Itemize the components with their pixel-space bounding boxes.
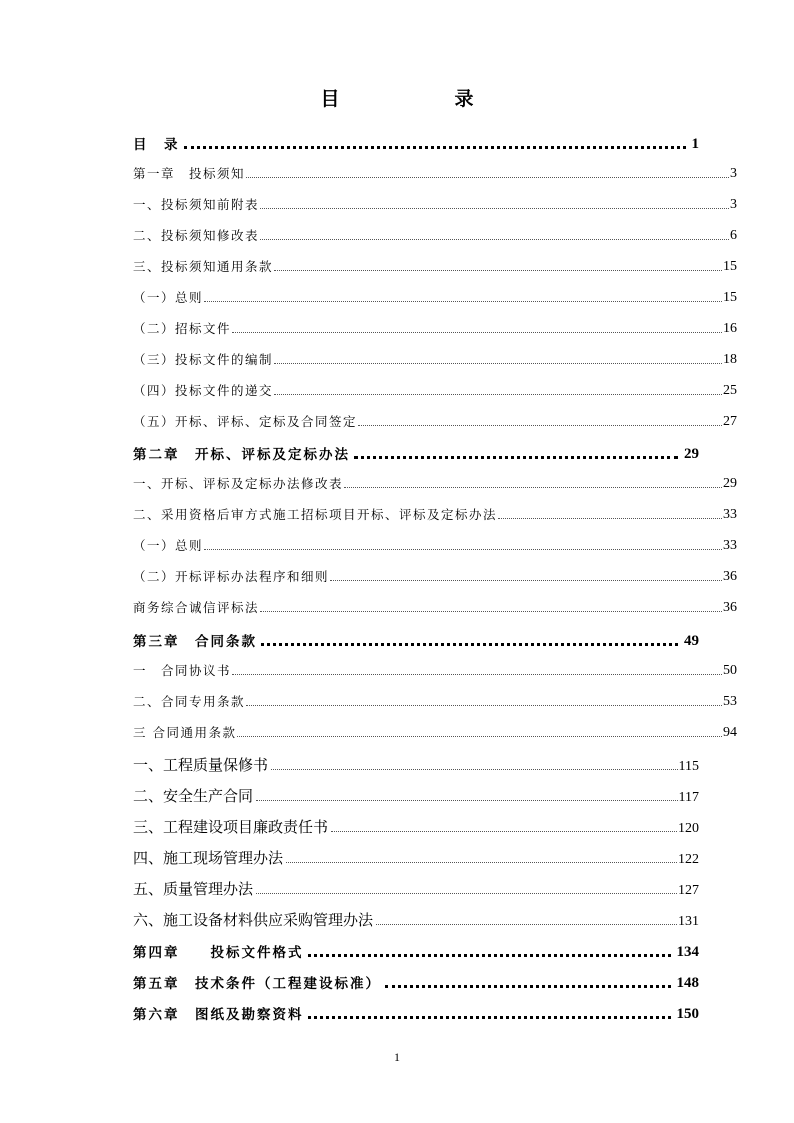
toc-entry[interactable]	[133, 534, 737, 554]
toc-entry-label: （二）开标评标办法程序和细则	[133, 569, 330, 584]
toc-leader-dots	[498, 514, 722, 519]
toc-entry[interactable]	[133, 348, 737, 368]
toc-entry-label: 三 合同通用条款	[133, 725, 237, 740]
toc-entry-page: 36	[723, 569, 737, 584]
toc-entry-label: 一、工程质量保修书	[133, 756, 269, 774]
toc-entry-page: 120	[678, 821, 699, 836]
toc-entry-label: 一、投标须知前附表	[133, 197, 260, 212]
toc-entry-label: 第一章 投标须知	[133, 166, 246, 181]
toc-entry[interactable]	[133, 784, 699, 806]
toc-entry-label: 第四章 投标文件格式	[133, 945, 304, 961]
toc-entry[interactable]	[133, 877, 699, 899]
page-number: 1	[394, 1050, 400, 1064]
toc-leader-dots	[204, 297, 722, 302]
toc-leader-dots	[260, 607, 722, 612]
toc-entry-page: 1	[691, 136, 699, 152]
toc-entry[interactable]	[133, 162, 737, 182]
toc-leader-dots	[308, 950, 671, 957]
toc-entry[interactable]	[133, 815, 699, 837]
toc-leader-dots	[237, 732, 722, 737]
toc-leader-dots	[308, 1012, 671, 1019]
toc-entry-page: 3	[730, 166, 737, 181]
toc-entry-label: 二、安全生产合同	[133, 787, 254, 805]
toc-entry[interactable]	[133, 565, 737, 585]
toc-entry-label: （一）总则	[133, 290, 204, 305]
toc-entry-page: 15	[723, 290, 737, 305]
toc-entry[interactable]	[133, 317, 737, 337]
toc-entry[interactable]	[133, 908, 699, 930]
toc-entry-label: 目 录	[133, 137, 180, 153]
toc-entry-page: 18	[723, 352, 737, 367]
toc-leader-dots	[274, 390, 722, 395]
toc-entry-page: 150	[676, 1006, 699, 1022]
toc-entry-label: 二、投标须知修改表	[133, 228, 260, 243]
toc-leader-dots	[232, 328, 722, 333]
toc-entry[interactable]	[133, 255, 737, 275]
toc-leader-dots	[232, 670, 722, 675]
toc-entry-label: （二）招标文件	[133, 321, 232, 336]
toc-leader-dots	[261, 639, 678, 646]
toc-entry[interactable]	[133, 193, 737, 213]
toc-entry-label: （五）开标、评标、定标及合同签定	[133, 414, 358, 429]
toc-entry-label: 二、合同专用条款	[133, 694, 246, 709]
toc-entry-page: 29	[723, 476, 737, 491]
toc-entry[interactable]	[133, 472, 737, 492]
toc-entry-label: 五、质量管理办法	[133, 880, 254, 898]
toc-entry-page: 25	[723, 383, 737, 398]
toc-entry-page: 117	[678, 790, 699, 805]
toc-entry-page: 53	[723, 694, 737, 709]
toc-leader-dots	[331, 827, 677, 832]
toc-entry-label: 第三章 合同条款	[133, 634, 257, 650]
toc-entry-label: 四、施工现场管理办法	[133, 849, 284, 867]
toc-entry-page: 50	[723, 663, 737, 678]
toc-entry-label: 三、工程建设项目廉政责任书	[133, 818, 329, 836]
toc-entry[interactable]	[133, 690, 737, 710]
toc-entry[interactable]	[133, 224, 737, 244]
toc-entry[interactable]	[133, 721, 737, 741]
toc-entry-page: 49	[684, 633, 699, 649]
toc-entry-label: 第二章 开标、评标及定标办法	[133, 447, 350, 463]
toc-entry-page: 115	[678, 759, 699, 774]
toc-leader-dots	[256, 796, 678, 801]
toc-entry[interactable]	[133, 379, 737, 399]
toc-entry[interactable]	[133, 1001, 699, 1023]
toc-entry[interactable]	[133, 753, 699, 775]
toc-leader-dots	[246, 173, 729, 178]
toc-leader-dots	[204, 545, 722, 550]
toc-entry-page: 3	[730, 197, 737, 212]
toc-leader-dots	[260, 235, 729, 240]
toc-leader-dots	[286, 858, 677, 863]
toc-entry-label: 三、投标须知通用条款	[133, 259, 274, 274]
toc-entry-page: 122	[678, 852, 699, 867]
toc-entry-page: 134	[676, 944, 699, 960]
toc-entry-label: （四）投标文件的递交	[133, 383, 274, 398]
toc-entry-label: 一、开标、评标及定标办法修改表	[133, 476, 344, 491]
toc-leader-dots	[271, 765, 678, 770]
toc-entry-page: 127	[678, 883, 699, 898]
toc-entry-label: 第六章 图纸及勘察资料	[133, 1007, 304, 1023]
toc-entry[interactable]	[133, 628, 699, 650]
toc-leader-dots	[385, 981, 671, 988]
toc-entry[interactable]	[133, 441, 699, 463]
toc-leader-dots	[354, 452, 678, 459]
toc-entry[interactable]	[133, 410, 737, 430]
page-title: 目 录	[320, 88, 522, 110]
toc-entry[interactable]	[133, 596, 737, 616]
toc-leader-dots	[260, 204, 729, 209]
toc-entry-page: 6	[730, 228, 737, 243]
toc-entry-page: 148	[676, 975, 699, 991]
toc-entry-page: 27	[723, 414, 737, 429]
toc-leader-dots	[184, 142, 686, 149]
toc-entry[interactable]	[133, 939, 699, 961]
toc-entry-label: 第五章 技术条件（工程建设标准）	[133, 976, 381, 992]
toc-leader-dots	[274, 359, 722, 364]
toc-leader-dots	[246, 701, 722, 706]
toc-leader-dots	[376, 920, 677, 925]
toc-leader-dots	[256, 889, 677, 894]
toc-entry-page: 15	[723, 259, 737, 274]
toc-entry-label: 二、采用资格后审方式施工招标项目开标、评标及定标办法	[133, 507, 498, 522]
toc-entry[interactable]	[133, 659, 737, 679]
toc-entry[interactable]	[133, 286, 737, 306]
toc-entry-label: （三）投标文件的编制	[133, 352, 274, 367]
toc-entry-page: 36	[723, 600, 737, 615]
toc-entry-page: 94	[723, 725, 737, 740]
toc-leader-dots	[358, 421, 722, 426]
toc-entry-label: （一）总则	[133, 538, 204, 553]
toc-leader-dots	[274, 266, 722, 271]
toc-entry-page: 33	[723, 507, 737, 522]
toc-entry-label: 六、施工设备材料供应采购管理办法	[133, 911, 374, 929]
toc-entry-page: 16	[723, 321, 737, 336]
toc-leader-dots	[330, 576, 722, 581]
toc-entry-label: 一 合同协议书	[133, 663, 232, 678]
toc-entry-page: 29	[684, 446, 699, 462]
toc-entry[interactable]	[133, 503, 737, 523]
toc-leader-dots	[344, 483, 722, 488]
toc-entry-page: 131	[678, 914, 699, 929]
toc-entry-page: 33	[723, 538, 737, 553]
toc-entry-label: 商务综合诚信评标法	[133, 600, 260, 615]
toc-entry[interactable]	[133, 970, 699, 992]
toc-entry[interactable]	[133, 846, 699, 868]
toc-entry[interactable]	[133, 131, 699, 153]
